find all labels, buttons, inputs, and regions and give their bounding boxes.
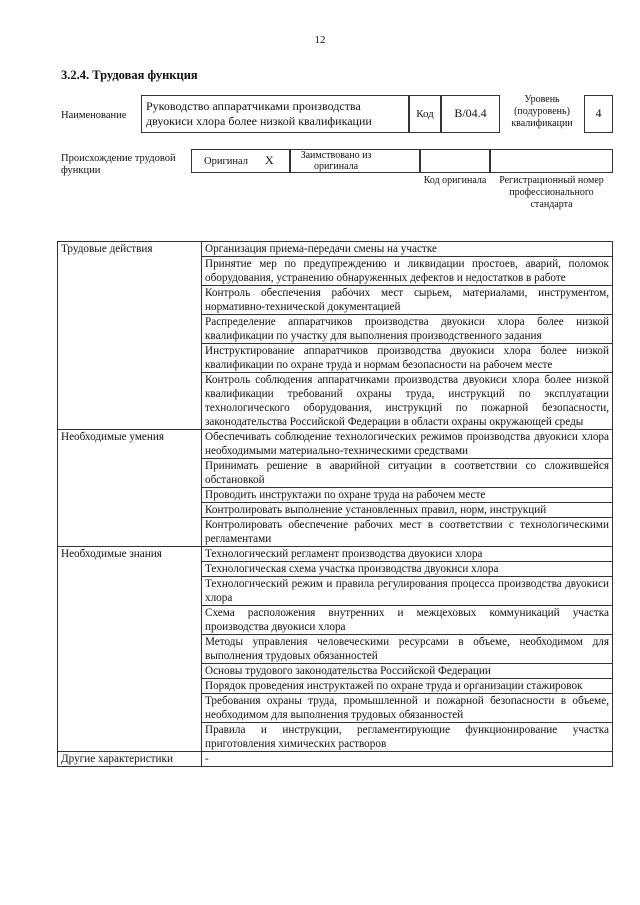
page-number: 12 — [314, 34, 326, 46]
section-title — [58, 344, 202, 373]
section-title — [58, 286, 202, 315]
section-item: - — [202, 752, 613, 767]
section-item: Контроль обеспечения рабочих мест сырьем, материалами, инструментом, нормативно-технической документацией — [202, 286, 613, 315]
section-title — [58, 459, 202, 488]
table-row — [58, 606, 613, 635]
section-item: Обеспечивать соблюдение технологических режимов производства двуокиси хлора необходимыми материально-техническими средствами — [202, 430, 613, 459]
code-value-box — [441, 95, 500, 133]
section-item: Основы трудового законодательства Российской Федерации — [202, 664, 613, 679]
table-row — [58, 518, 613, 547]
section-title — [58, 503, 202, 518]
section-title — [58, 664, 202, 679]
section-title: Другие характеристики — [58, 752, 202, 767]
section-title: Необходимые знания — [58, 547, 202, 562]
section-item: Принятие мер по предупреждению и ликвидации простоев, аварий, поломок оборудования, устранению обнаруженных дефектов и недостатков в работе — [202, 257, 613, 286]
section-title — [58, 562, 202, 577]
table-row — [58, 459, 613, 488]
section-title — [58, 257, 202, 286]
table-row — [58, 344, 613, 373]
section-title — [58, 488, 202, 503]
section-title — [58, 635, 202, 664]
section-item: Контролировать выполнение установленных правил, норм, инструкций — [202, 503, 613, 518]
section-item: Распределение аппаратчиков производства двуокиси хлора более низкой квалификации по участку для выполнения производственного задания — [202, 315, 613, 344]
section-title — [58, 315, 202, 344]
table-row — [58, 503, 613, 518]
section-heading: 3.2.4. Трудовая функция — [61, 68, 198, 82]
section-item: Технологический регламент производства двуокиси хлора — [202, 547, 613, 562]
table-row — [58, 679, 613, 694]
section-item: Организация приема-передачи смены на участке — [202, 242, 613, 257]
section-item: Принимать решение в аварийной ситуации в соответствии со сложившейся обстановкой — [202, 459, 613, 488]
table-row — [58, 694, 613, 723]
table-row — [58, 242, 613, 257]
table-row — [58, 315, 613, 344]
borrowed-box — [290, 149, 420, 173]
table-row — [58, 373, 613, 430]
name-box — [141, 95, 409, 133]
section-title — [58, 723, 202, 752]
section-item: Контролировать обеспечение рабочих мест в соответствии с технологическими регламентами — [202, 518, 613, 547]
code-label-box — [409, 95, 441, 133]
table-row — [58, 562, 613, 577]
table-row — [58, 577, 613, 606]
level-value-box — [584, 95, 613, 133]
table-row — [58, 286, 613, 315]
name-value: Руководство аппаратчиками производства двуокиси хлора более низкой квалификации — [146, 99, 372, 128]
section-title — [58, 373, 202, 430]
section-item: Схема расположения внутренних и межцеховых коммуникаций участка производства двуокиси хлора — [202, 606, 613, 635]
section-title — [58, 518, 202, 547]
section-item: Контроль соблюдения аппаратчиками производства двуокиси хлора более низкой квалификации требований охраны труда, инструкций по эксплуатации технологического оборудования, инструкций по пожарной безопасности, законодательства Российской Федерации в области охраны окружающей среды — [202, 373, 613, 430]
section-title — [58, 679, 202, 694]
code-label: Код — [416, 108, 434, 120]
table-row — [58, 752, 613, 767]
reg-number-label: Регистрационный номер профессионального стандарта — [499, 175, 604, 210]
level-value: 4 — [595, 106, 602, 120]
section-item: Требования охраны труда, промышленной и пожарной безопасности в объеме, необходимом для выполнения трудовых обязанностей — [202, 694, 613, 723]
section-item: Технологическая схема участка производства двуокиси хлора — [202, 562, 613, 577]
section-item: Проводить инструктажи по охране труда на рабочем месте — [202, 488, 613, 503]
section-item: Технологический режим и правила регулирования процесса производства двуокиси хлора — [202, 577, 613, 606]
section-item: Методы управления человеческими ресурсами в объеме, необходимом для выполнения трудовых обязанностей — [202, 635, 613, 664]
table-row — [58, 430, 613, 459]
section-title: Трудовые действия — [58, 242, 202, 257]
table-row — [58, 257, 613, 286]
original-label: Оригинал — [204, 156, 248, 167]
code-value: B/04.4 — [454, 106, 487, 120]
section-title: Необходимые умения — [58, 430, 202, 459]
original-mark: X — [265, 153, 274, 167]
section-title — [58, 694, 202, 723]
table-row — [58, 635, 613, 664]
section-item: Правила и инструкции, регламентирующие функционирование участка приготовления химических растворов — [202, 723, 613, 752]
function-table — [57, 241, 613, 767]
table-row — [58, 664, 613, 679]
section-title — [58, 577, 202, 606]
original-box — [191, 149, 290, 173]
level-label: Уровень (подуровень) квалификации — [511, 94, 573, 129]
section-title — [58, 606, 202, 635]
borrowed-label: Заимствовано из оригинала — [300, 150, 372, 172]
reg-number-box — [490, 149, 613, 173]
section-item: Инструктирование аппаратчиков производства двуокиси хлора более низкой квалификации по охране труда и нормам безопасности на рабочем месте — [202, 344, 613, 373]
origin-label: Происхождение трудовой функции — [61, 153, 176, 176]
origin-code-label: Код оригинала — [423, 175, 487, 186]
table-row — [58, 723, 613, 752]
origin-code-box — [420, 149, 490, 173]
section-item: Порядок проведения инструктажей по охране труда и организации стажировок — [202, 679, 613, 694]
table-row — [58, 547, 613, 562]
name-label: Наименование — [61, 110, 127, 121]
table-row — [58, 488, 613, 503]
